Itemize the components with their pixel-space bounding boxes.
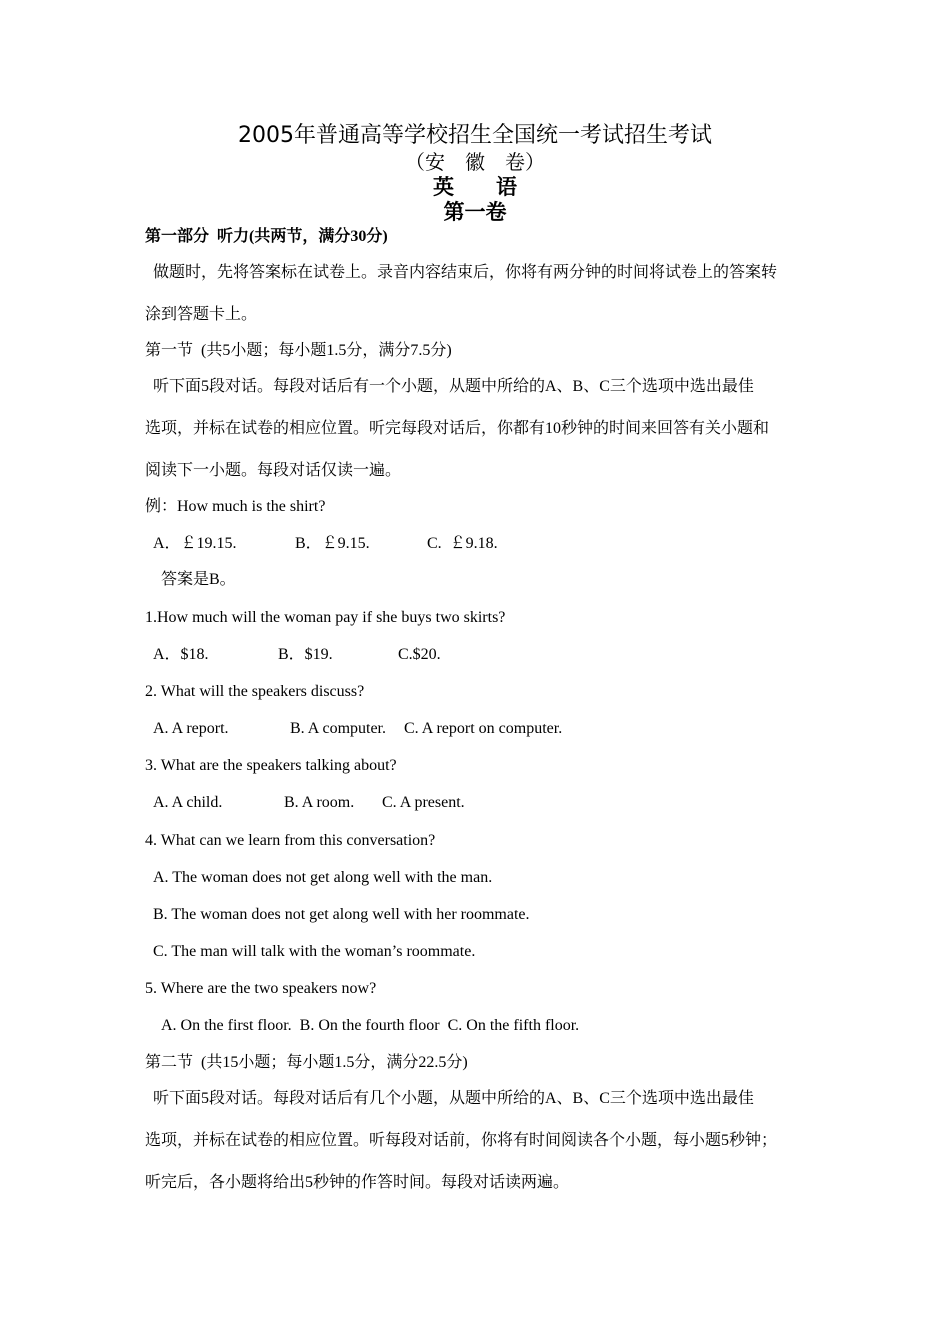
section1-instruction-line: 选项，并标在试卷的相应位置。听完每段对话后，你都有10秒钟的时间来回答有关小题和	[145, 420, 770, 437]
part1-instruction-line: 涂到答题卡上。	[145, 306, 258, 323]
question-4-option-c: C. The man will talk with the woman’s roommate.	[153, 943, 476, 960]
question-2-text: 2. What will the speakers discuss?	[145, 683, 365, 700]
exam-region: （安 徽 卷）	[405, 150, 545, 174]
section1-instruction-line: 阅读下一小题。每段对话仅读一遍。	[145, 462, 402, 479]
question-4-option-b: B. The woman does not get along well with her roommate.	[153, 906, 530, 923]
exam-volume: 第一卷	[443, 200, 507, 224]
exam-title: 2005年普通高等学校招生全国统一考试招生考试	[238, 123, 712, 148]
example-option-b: B．￡9.15.	[295, 535, 370, 552]
section2-instruction-line: 听完后，各小题将给出5秒钟的作答时间。每段对话读两遍。	[145, 1174, 570, 1191]
example-option-a: A．￡19.15.	[153, 535, 237, 552]
question-1-option-b: B．$19.	[278, 646, 333, 663]
question-5-options: A. On the first floor. B. On the fourth floor C. On the fifth floor.	[161, 1017, 580, 1034]
question-3-option-b: B. A room.	[284, 794, 355, 811]
question-3-option-a: A. A child.	[153, 794, 223, 811]
question-3-option-c: C. A present.	[382, 794, 465, 811]
example-answer: 答案是B。	[161, 571, 236, 588]
exam-subject: 英 语	[433, 175, 517, 199]
question-2-option-a: A. A report.	[153, 720, 229, 737]
example-question: 例：How much is the shirt?	[145, 498, 326, 515]
question-1-text: 1.How much will the woman pay if she buys two skirts?	[145, 609, 506, 626]
question-5-text: 5. Where are the two speakers now?	[145, 980, 377, 997]
section1-heading: 第一节 (共5小题；每小题1.5分，满分7.5分)	[145, 342, 452, 359]
part1-instruction-line: 做题时，先将答案标在试卷上。录音内容结束后，你将有两分钟的时间将试卷上的答案转	[145, 264, 778, 281]
section2-instruction-line: 选项，并标在试卷的相应位置。听每段对话前，你将有时间阅读各个小题，每小题5秒钟；	[145, 1132, 778, 1149]
section1-instruction-line: 听下面5段对话。每段对话后有一个小题，从题中所给的A、B、C三个选项中选出最佳	[145, 378, 754, 395]
question-2-option-b: B. A computer.	[290, 720, 386, 737]
question-1-option-a: A．$18.	[153, 646, 209, 663]
question-4-option-a: A. The woman does not get along well with the man.	[153, 869, 493, 886]
section2-instruction-line: 听下面5段对话。每段对话后有几个小题，从题中所给的A、B、C三个选项中选出最佳	[145, 1090, 754, 1107]
example-option-c: C. ￡9.18.	[427, 535, 498, 552]
question-2-option-c: C. A report on computer.	[404, 720, 563, 737]
question-4-text: 4. What can we learn from this conversation?	[145, 832, 436, 849]
question-3-text: 3. What are the speakers talking about?	[145, 757, 397, 774]
section2-heading: 第二节 (共15小题；每小题1.5分，满分22.5分)	[145, 1054, 468, 1071]
part1-heading: 第一部分 听力(共两节，满分30分)	[145, 228, 388, 245]
question-1-option-c: C.$20.	[398, 646, 441, 663]
